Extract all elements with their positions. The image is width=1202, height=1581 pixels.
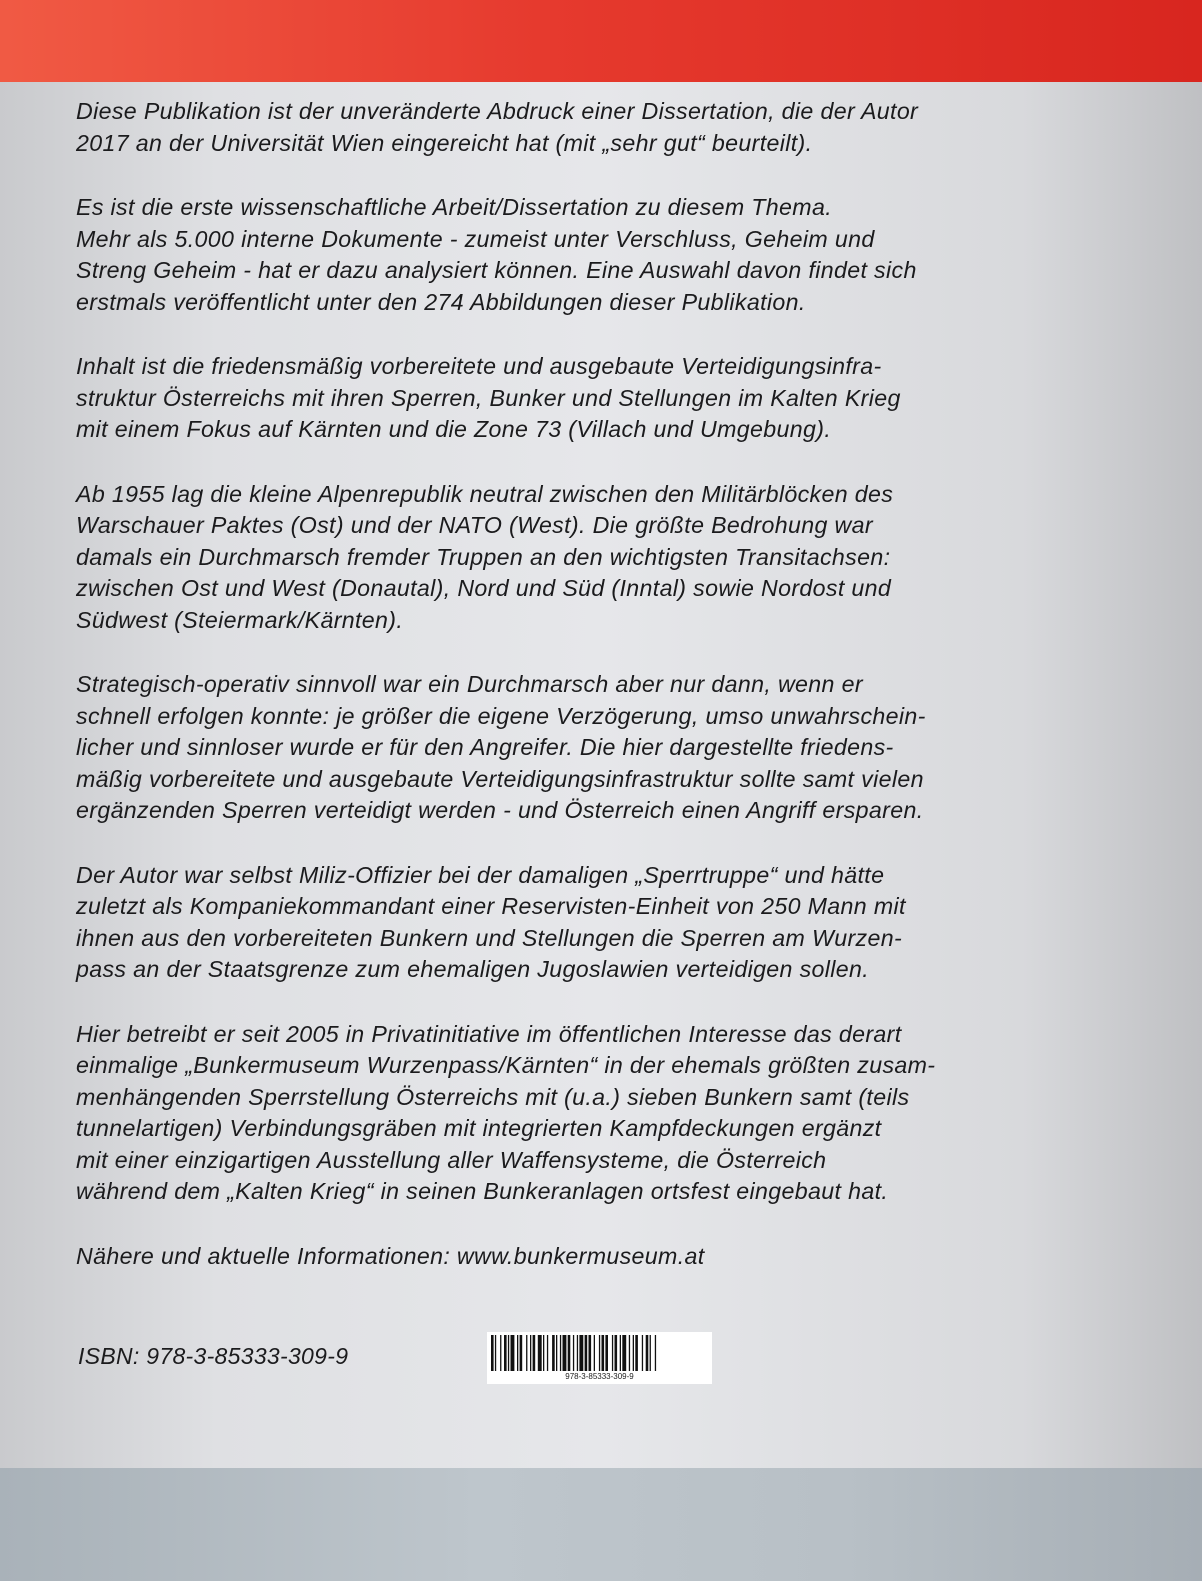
barcode-bar — [547, 1335, 548, 1371]
barcode-bar — [655, 1335, 656, 1371]
paragraph — [76, 96, 1146, 159]
barcode-bars — [491, 1335, 708, 1371]
barcode-bar — [543, 1335, 544, 1371]
barcode-bar — [650, 1335, 651, 1371]
text-line: Mehr als 5.000 interne Dokumente - zumeist unter Verschluss, Geheim und — [76, 225, 875, 252]
barcode-bar — [629, 1335, 630, 1371]
barcode-bar — [560, 1335, 561, 1371]
barcode-number: 978-3-85333-309-9 — [565, 1372, 634, 1381]
barcode-bar — [646, 1335, 649, 1371]
text-line: ihnen aus den vorbereiteten Bunkern und Stellungen die Sperren am Wurzen- — [76, 924, 903, 951]
barcode-bar — [642, 1335, 643, 1371]
text-line: tunnelartigen) Verbindungsgräben mit integrierten Kampfdeckungen ergänzt — [76, 1115, 882, 1141]
barcode-bar — [556, 1335, 557, 1371]
bottom-color-band — [0, 1468, 1202, 1581]
paragraph — [76, 1019, 1146, 1208]
text-line: Nähere und aktuelle Informationen: www.bunkermuseum.at — [76, 1242, 705, 1269]
text-line: Inhalt ist die friedensmäßig vorbereitete und ausgebaute Verteidigungsinfra- — [76, 353, 882, 379]
text-line: menhängenden Sperrstellung Österreichs mit (u.a.) sieben Bunkern samt (teils — [76, 1083, 910, 1110]
barcode-bar — [589, 1335, 592, 1371]
text-line: damals ein Durchmarsch fremder Truppen an den wichtigsten Transitachsen: — [76, 543, 891, 570]
text-line: mit einer einzigartigen Ausstellung aller Waffensysteme, die Österreich — [76, 1146, 827, 1173]
barcode-bar — [500, 1335, 501, 1371]
text-line: während dem „Kalten Krieg“ in seinen Bunkeranlagen ortsfest eingebaut hat. — [76, 1178, 889, 1204]
barcode-bar — [568, 1335, 571, 1371]
barcode-bar — [594, 1335, 595, 1371]
text-line: Südwest (Steiermark/Kärnten). — [76, 606, 404, 633]
text-line: pass an der Staatsgrenze zum ehemaligen Jugoslawien verteidigen sollen. — [76, 956, 870, 982]
paragraph — [76, 351, 1146, 446]
barcode-bar — [585, 1335, 588, 1371]
text-line: 2017 an der Universität Wien eingereicht hat (mit „sehr gut“ beurteilt). — [76, 129, 813, 156]
text-line: Es ist die erste wissenschaftliche Arbeit/Dissertation zu diesem Thema. — [76, 194, 832, 220]
text-line: Hier betreibt er seit 2005 in Privatinitiative im öffentlichen Interesse das derart — [76, 1020, 902, 1047]
barcode-bar — [511, 1335, 515, 1371]
barcode-bar — [615, 1335, 618, 1371]
barcode-bar — [612, 1335, 613, 1371]
isbn-barcode — [487, 1332, 712, 1384]
isbn-label: ISBN: 978-3-85333-309-9 — [78, 1343, 349, 1369]
barcode-bar — [579, 1335, 583, 1371]
text-line: schnell erfolgen konnte: je größer die eigene Verzögerung, umso unwahrschein- — [76, 702, 926, 729]
text-line: ergänzenden Sperren verteidigt werden - und Österreich einen Angriff ersparen. — [76, 797, 924, 823]
paragraph — [76, 1241, 1146, 1273]
barcode-bar — [599, 1335, 600, 1371]
text-line: Warschauer Paktes (Ost) und der NATO (West). Die größte Bedrohung war — [76, 512, 873, 538]
paragraph — [76, 860, 1146, 986]
barcode-bar — [538, 1335, 542, 1371]
text-line: erstmals veröffentlicht unter den 274 Abbildungen dieser Publikation. — [76, 288, 806, 315]
paragraph — [76, 479, 1146, 637]
barcode-bar — [563, 1335, 567, 1371]
barcode-bar — [520, 1335, 523, 1371]
barcode-bar — [577, 1335, 578, 1371]
barcode-bar — [573, 1335, 574, 1371]
text-line: Ab 1955 lag die kleine Alpenrepublik neutral zwischen den Militärblöcken des — [76, 480, 894, 507]
barcode-bar — [530, 1335, 531, 1371]
barcode-bar — [491, 1335, 494, 1371]
top-color-band — [0, 0, 1202, 82]
barcode-bar — [517, 1335, 518, 1371]
barcode-bar — [526, 1335, 527, 1371]
text-line: licher und sinnloser wurde er für den Angreifer. Die hier dargestellte friedens- — [76, 734, 894, 760]
barcode-bar — [635, 1335, 638, 1371]
text-line: Streng Geheim - hat er dazu analysiert können. Eine Auswahl davon findet sich — [76, 257, 917, 283]
text-line: Diese Publikation ist der unveränderte Abdruck einer Dissertation, die der Autor — [76, 98, 919, 124]
text-line: zwischen Ost und West (Donautal), Nord und Süd (Inntal) sowie Nordost und — [76, 575, 892, 601]
text-line: mäßig vorbereitete und ausgebaute Verteidigungsinfrastruktur sollte samt vielen — [76, 765, 924, 792]
barcode-bar — [633, 1335, 634, 1371]
barcode-bar — [552, 1335, 555, 1371]
text-line: mit einem Fokus auf Kärnten und die Zone 73 (Villach und Umgebung). — [76, 416, 832, 442]
text-line: struktur Österreichs mit ihren Sperren, Bunker und Stellungen im Kalten Krieg — [76, 384, 901, 411]
barcode-bar — [620, 1335, 621, 1371]
barcode-bar — [495, 1335, 496, 1371]
barcode-bar — [602, 1335, 605, 1371]
barcode-bar — [622, 1335, 626, 1371]
text-line: Strategisch-operativ sinnvoll war ein Durchmarsch aber nur dann, wenn er — [76, 671, 863, 697]
cover-text — [76, 96, 1146, 1305]
barcode-bar — [504, 1335, 507, 1371]
text-line: zuletzt als Kompaniekommandant einer Reservisten-Einheit von 250 Mann mit — [76, 893, 906, 919]
barcode-bar — [605, 1335, 608, 1371]
text-line: einmalige „Bunkermuseum Wurzenpass/Kärnten“ in der ehemals größten zusam- — [76, 1052, 936, 1078]
barcode-bar — [508, 1335, 509, 1371]
paragraph — [76, 192, 1146, 318]
text-line: Der Autor war selbst Miliz-Offizier bei der damaligen „Sperrtruppe“ und hätte — [76, 861, 885, 888]
barcode-bar — [533, 1335, 536, 1371]
paragraph — [76, 669, 1146, 827]
